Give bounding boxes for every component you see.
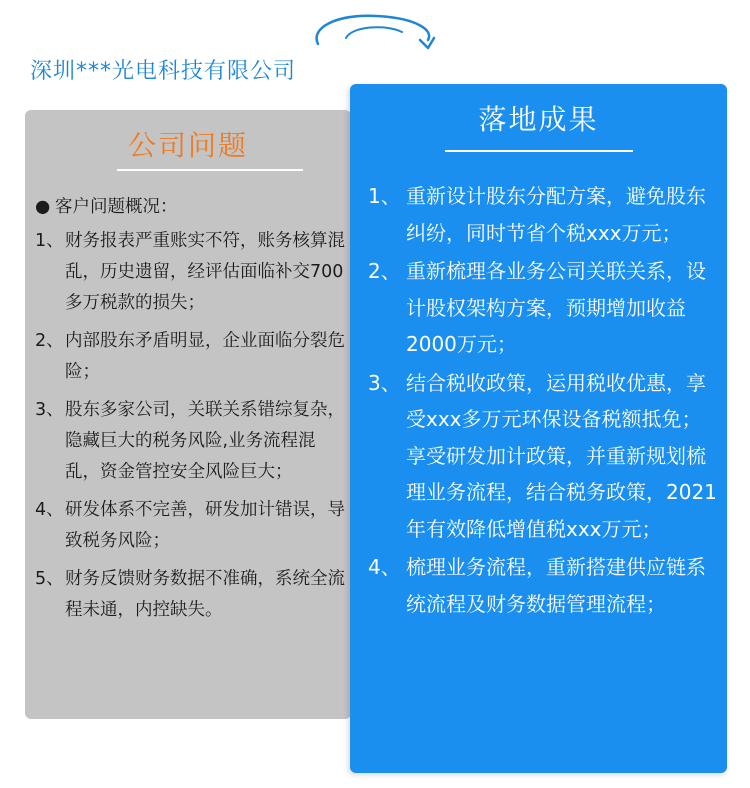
item-text: 财务报表严重账实不符，账务核算混乱，历史遗留，经评估面临补交700多万税款的损失；: [65, 231, 345, 313]
item-number: 3、: [35, 400, 64, 420]
results-title-divider: [445, 150, 633, 152]
results-card-title: 落地成果: [478, 103, 599, 136]
list-item: [35, 326, 345, 388]
item-number: 1、: [368, 184, 401, 208]
item-number: 5、: [35, 569, 64, 589]
item-number: 3、: [368, 370, 401, 395]
item-number: 2、: [368, 259, 401, 283]
problem-list: [35, 192, 345, 633]
list-item: [35, 226, 345, 319]
results-list: [368, 178, 718, 624]
item-number: 4、: [35, 500, 64, 520]
list-item: [35, 564, 345, 626]
item-text: 内部股东矛盾明显，企业面临分裂危险；: [65, 331, 345, 382]
item-number: 1、: [35, 231, 64, 251]
list-item: [368, 178, 718, 251]
results-card: [350, 84, 727, 773]
item-text: 研发体系不完善，研发加计错误，导致税务风险；: [65, 500, 345, 551]
item-text: 财务反馈财务数据不准确，系统全流 程未通，内控缺失。: [65, 569, 345, 620]
problem-card-title: 公司问题: [127, 129, 248, 162]
list-item: [368, 365, 718, 548]
item-text: 股东多家公司，关联关系错综复杂，隐藏巨大的税务风险,业务流程混乱，资金管控安全风险巨大；: [65, 400, 345, 482]
list-item: [368, 549, 718, 622]
list-item: [368, 253, 718, 363]
bullet-icon: ●: [35, 197, 51, 217]
item-number: 2、: [35, 331, 64, 351]
item-text: 重新设计股东分配方案，避免股东纠纷，同时节省个税xxx万元；: [406, 184, 706, 245]
problem-title-divider: [117, 169, 303, 171]
intro-text: 客户问题概况：: [55, 197, 178, 217]
intro-line: [35, 192, 345, 223]
item-text: 重新梳理各业务公司关联关系，设计股权架构方案，预期增加收益2000万元；: [406, 259, 706, 356]
swirl-arrow-icon: [306, 8, 446, 56]
list-item: [35, 395, 345, 488]
item-text: 梳理业务流程，重新搭建供应链系统流程及财务数据管理流程；: [406, 555, 706, 616]
list-item: [35, 495, 345, 557]
company-name: 深圳***光电科技有限公司: [30, 59, 297, 84]
item-number: 4、: [368, 555, 401, 579]
item-text: 结合税收政策，运用税收优惠，享受xxx多万元环保设备税额抵免；享受研发加计政策，并重新规划梳理业务流程，结合税务政策，2021年有效降低增值税xxx万元；: [406, 370, 717, 541]
problem-card: [25, 110, 351, 719]
